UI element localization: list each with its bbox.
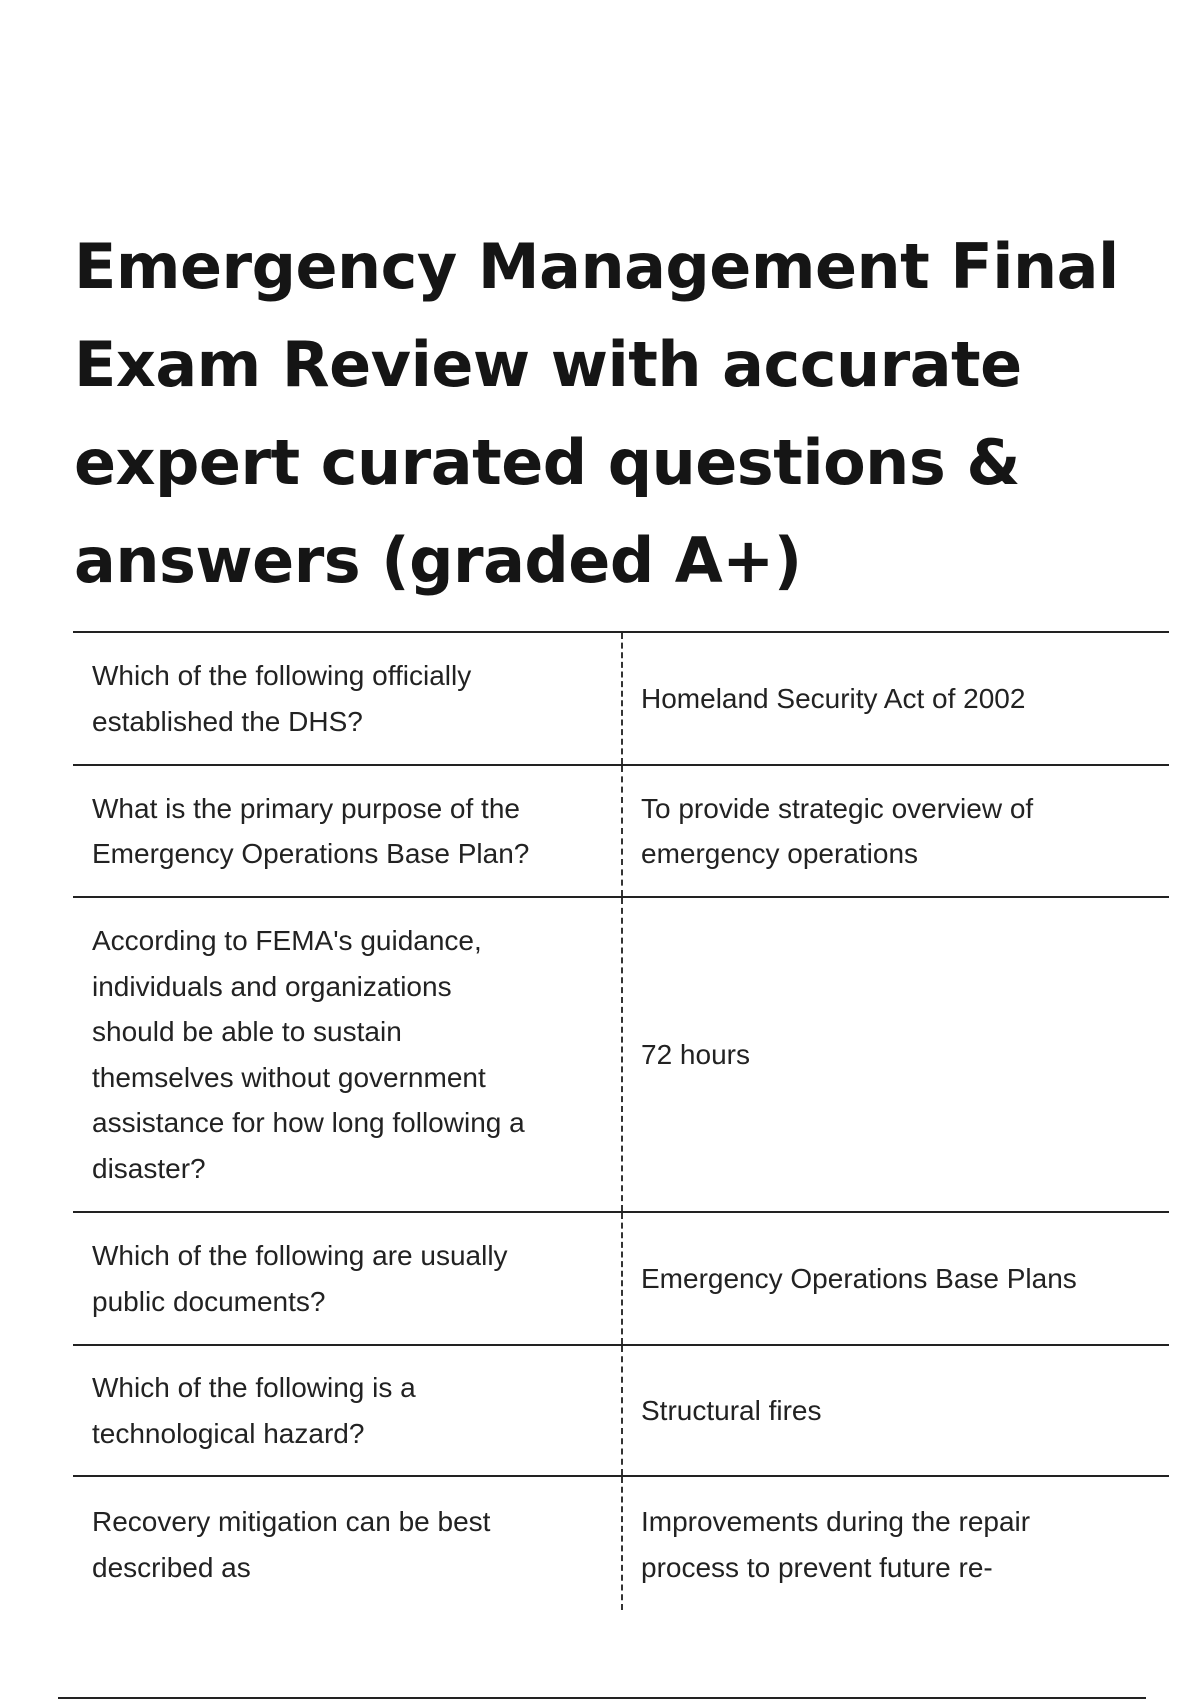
question-text: disaster? — [92, 1152, 206, 1184]
question-text: described as — [92, 1551, 251, 1583]
question-text: should be able to sustain — [92, 1016, 402, 1047]
question-text: Recovery mitigation can be best — [92, 1506, 491, 1537]
answer-cell — [621, 1346, 1169, 1475]
question-text: Which of the following is a — [92, 1372, 416, 1403]
title-line: answers (graded A+) — [74, 524, 802, 597]
table-row — [73, 1475, 1169, 1610]
question-text: assistance for how long following a — [92, 1107, 525, 1138]
answer-text: process to prevent future re- — [641, 1551, 993, 1583]
title-line: Exam Review with accurate — [74, 328, 1022, 401]
table-row — [73, 896, 1169, 1211]
question-cell — [73, 633, 621, 764]
question-text: technological hazard? — [92, 1417, 365, 1449]
answer-text: Improvements during the repair — [641, 1506, 1031, 1537]
question-text: Which of the following officially — [92, 660, 472, 691]
qa-table — [73, 631, 1169, 1610]
question-cell — [73, 898, 621, 1211]
question-text: Emergency Operations Base Plan? — [92, 838, 530, 869]
question-text: established the DHS? — [92, 705, 363, 737]
answer-cell — [621, 1477, 1169, 1610]
title-line: Emergency Management Final — [74, 230, 1119, 303]
answer-text: Homeland Security Act of 2002 — [641, 682, 1026, 714]
page-bottom-rule — [58, 1697, 1146, 1699]
table-row — [73, 764, 1169, 896]
answer-cell — [621, 766, 1169, 896]
answer-cell — [621, 633, 1169, 764]
question-text: public documents? — [92, 1285, 326, 1317]
question-text: What is the primary purpose of the — [92, 792, 520, 824]
question-cell — [73, 1346, 621, 1475]
question-cell — [73, 766, 621, 896]
table-row — [73, 631, 1169, 764]
title-line: expert curated questions & — [74, 426, 1020, 499]
answer-text: emergency operations — [641, 838, 919, 869]
question-text: themselves without government — [92, 1061, 486, 1093]
answer-text: Emergency Operations Base Plans — [641, 1262, 1077, 1294]
table-row — [73, 1344, 1169, 1475]
answer-cell — [621, 898, 1169, 1211]
answer-text: Structural fires — [641, 1394, 822, 1426]
answer-cell — [621, 1213, 1169, 1344]
document-title — [74, 218, 1184, 610]
question-cell — [73, 1213, 621, 1344]
question-text: Which of the following are usually — [92, 1240, 508, 1271]
answer-text: To provide strategic overview of — [641, 792, 1034, 824]
table-row — [73, 1211, 1169, 1344]
question-cell — [73, 1477, 621, 1610]
answer-text: 72 hours — [641, 1038, 750, 1070]
question-text: individuals and organizations — [92, 970, 452, 1002]
question-text: According to FEMA's guidance, — [92, 925, 482, 956]
